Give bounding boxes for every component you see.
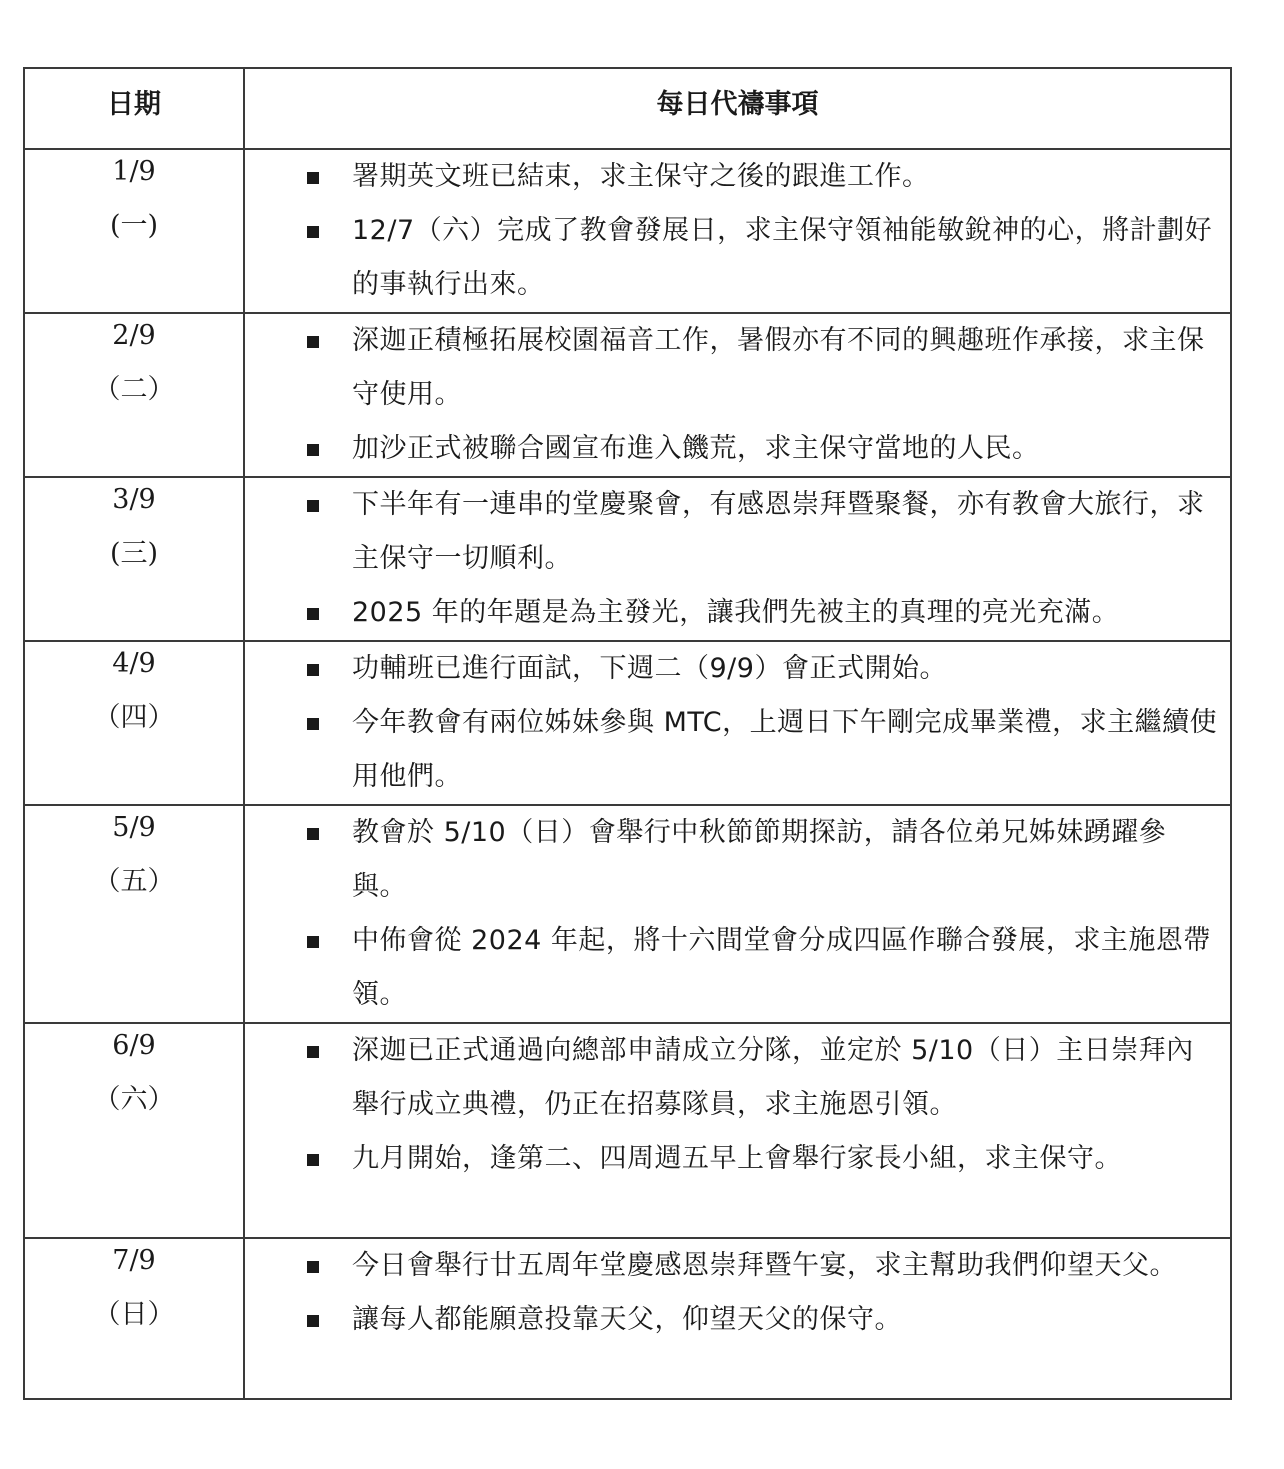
date-cell <box>24 313 244 477</box>
prayer-item-list <box>245 314 1230 476</box>
prayer-item-list <box>245 806 1230 1022</box>
date-cell <box>24 149 244 313</box>
items-cell <box>244 313 1231 477</box>
items-cell <box>244 805 1231 1023</box>
square-bullet-icon <box>307 1261 319 1273</box>
list-item: 深迦已正式通過向總部申請成立分隊，並定於 5/10（日）主日崇拜內舉行成立典禮，仍正在招募隊員，求主施恩引領。 <box>307 1024 1220 1132</box>
square-bullet-icon <box>307 1315 319 1327</box>
weekday-text: (三) <box>109 538 159 569</box>
table-row <box>24 641 1231 805</box>
prayer-item-list <box>245 1024 1230 1186</box>
table-row <box>24 149 1231 313</box>
date-text: 1/9 <box>112 156 156 187</box>
items-cell <box>244 1238 1231 1399</box>
date-text: 3/9 <box>112 484 156 515</box>
items-cell <box>244 149 1231 313</box>
date-text: 6/9 <box>112 1030 156 1061</box>
list-item: 中佈會從 2024 年起，將十六間堂會分成四區作聯合發展，求主施恩帶領。 <box>307 914 1220 1022</box>
square-bullet-icon <box>307 828 319 840</box>
date-cell <box>24 477 244 641</box>
weekday-text: （六） <box>93 1084 175 1115</box>
date-cell <box>24 1238 244 1399</box>
list-item: 九月開始，逢第二、四周週五早上會舉行家長小組，求主保守。 <box>307 1132 1220 1186</box>
prayer-item-list <box>245 642 1230 804</box>
table-row <box>24 477 1231 641</box>
items-cell <box>244 1023 1231 1238</box>
square-bullet-icon <box>307 1154 319 1166</box>
table-row <box>24 313 1231 477</box>
square-bullet-icon <box>307 608 319 620</box>
items-cell <box>244 641 1231 805</box>
prayer-item-list <box>245 150 1230 312</box>
square-bullet-icon <box>307 444 319 456</box>
date-text: 5/9 <box>112 812 156 843</box>
prayer-item-list <box>245 478 1230 640</box>
list-item: 讓每人都能願意投靠天父，仰望天父的保守。 <box>307 1293 1220 1347</box>
date-cell <box>24 1023 244 1238</box>
list-item: 教會於 5/10（日）會舉行中秋節節期探訪，請各位弟兄姊妹踴躍參與。 <box>307 806 1220 914</box>
prayer-item-list <box>245 1239 1230 1347</box>
square-bullet-icon <box>307 500 319 512</box>
weekday-text: （四） <box>93 702 175 733</box>
date-text: 4/9 <box>112 648 156 679</box>
weekday-text: (一) <box>109 210 159 241</box>
table-row <box>24 805 1231 1023</box>
list-item: 功輔班已進行面試，下週二（9/9）會正式開始。 <box>307 642 1220 696</box>
list-item: 署期英文班已結束，求主保守之後的跟進工作。 <box>307 150 1220 204</box>
prayer-schedule-table <box>23 67 1232 1400</box>
date-cell <box>24 805 244 1023</box>
list-item: 加沙正式被聯合國宣布進入饑荒，求主保守當地的人民。 <box>307 422 1220 476</box>
list-item: 2025 年的年題是為主發光，讓我們先被主的真理的亮光充滿。 <box>307 586 1220 640</box>
date-column-header: 日期 <box>24 68 244 149</box>
square-bullet-icon <box>307 336 319 348</box>
date-text: 2/9 <box>112 320 156 351</box>
table-row <box>24 1023 1231 1238</box>
date-cell <box>24 641 244 805</box>
square-bullet-icon <box>307 718 319 730</box>
square-bullet-icon <box>307 664 319 676</box>
items-column-header: 每日代禱事項 <box>244 68 1231 149</box>
weekday-text: （二） <box>93 374 175 405</box>
list-item: 12/7（六）完成了教會發展日，求主保守領袖能敏銳神的心，將計劃好的事執行出來。 <box>307 204 1220 312</box>
list-item: 下半年有一連串的堂慶聚會，有感恩崇拜暨聚餐，亦有教會大旅行，求主保守一切順利。 <box>307 478 1220 586</box>
square-bullet-icon <box>307 936 319 948</box>
table-header-row <box>24 68 1231 149</box>
items-cell <box>244 477 1231 641</box>
square-bullet-icon <box>307 1046 319 1058</box>
square-bullet-icon <box>307 172 319 184</box>
list-item: 今年教會有兩位姊妹參與 MTC，上週日下午剛完成畢業禮，求主繼續使用他們。 <box>307 696 1220 804</box>
weekday-text: （日） <box>93 1299 175 1330</box>
list-item: 今日會舉行廿五周年堂慶感恩崇拜暨午宴，求主幫助我們仰望天父。 <box>307 1239 1220 1293</box>
table-row <box>24 1238 1231 1399</box>
date-text: 7/9 <box>112 1245 156 1276</box>
weekday-text: （五） <box>93 866 175 897</box>
square-bullet-icon <box>307 226 319 238</box>
list-item: 深迦正積極拓展校園福音工作，暑假亦有不同的興趣班作承接，求主保守使用。 <box>307 314 1220 422</box>
